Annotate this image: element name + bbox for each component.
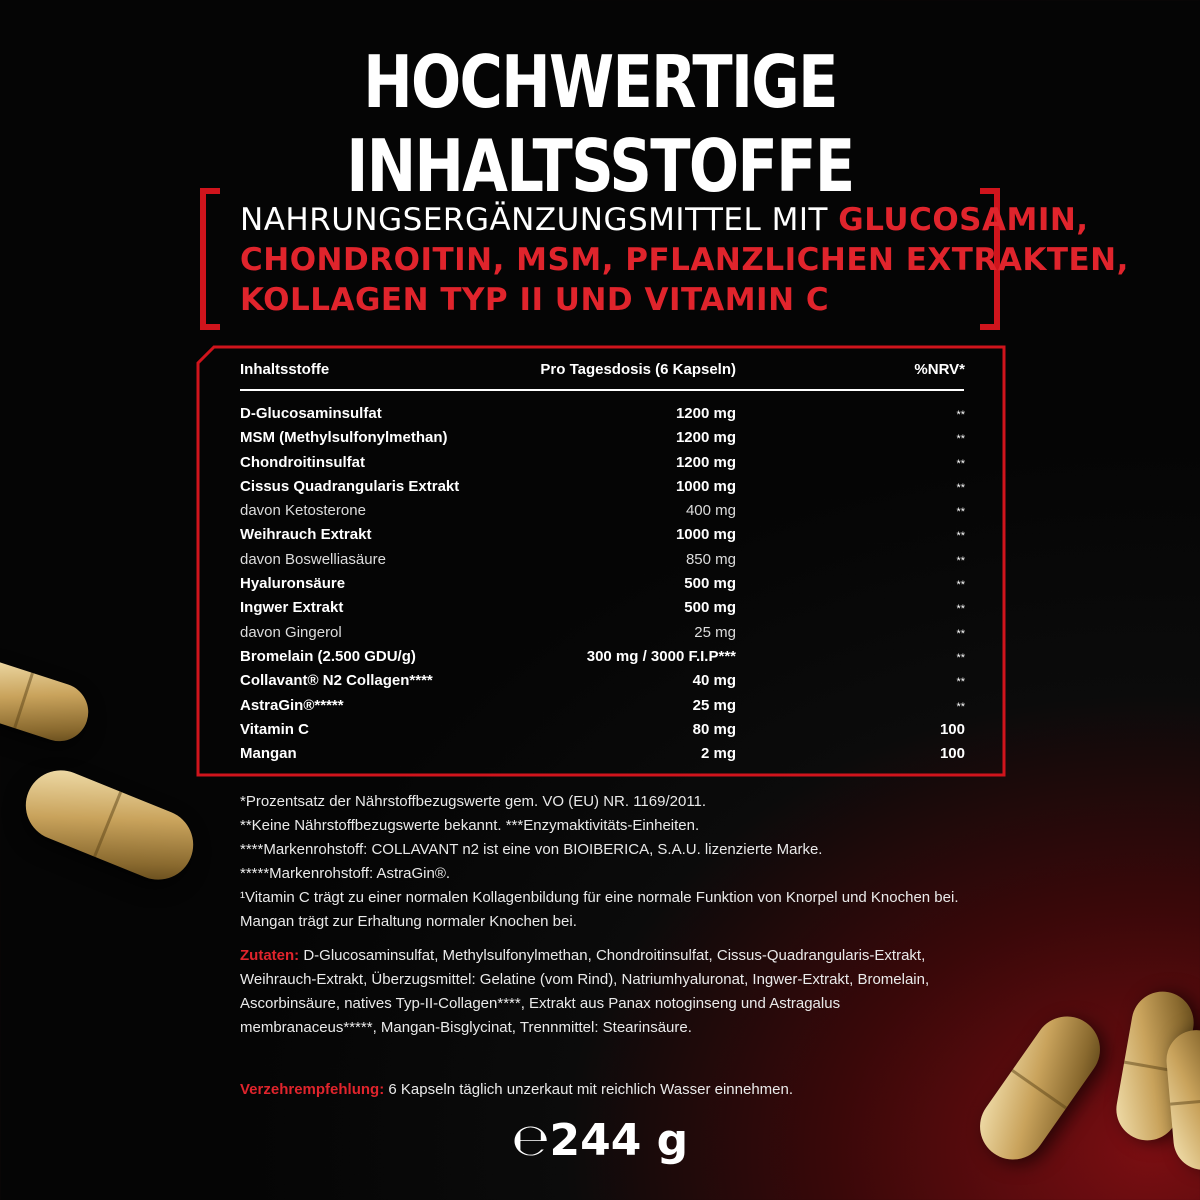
ingredient-amount: 25 mg (694, 623, 736, 641)
header-nrv: %NRV* (914, 361, 965, 378)
ingredient-nrv: ** (956, 676, 965, 689)
ingredient-amount: 1200 mg (675, 405, 736, 422)
capsule-image (15, 760, 203, 890)
ingredient-nrv: ** (956, 627, 965, 640)
ingredient-name: Vitamin C (240, 720, 309, 738)
ingredient-name: davon Boswelliasäure (240, 550, 386, 568)
table-row (240, 695, 965, 719)
ingredient-amount: 2 mg (700, 745, 736, 763)
footnotes (240, 790, 980, 934)
ingredient-name: Bromelain (2.500 GDU/g) (240, 647, 416, 665)
ingredient-nrv: ** (956, 506, 965, 519)
table-row (240, 573, 965, 597)
ingredient-nrv: ** (956, 481, 965, 494)
table-row (240, 524, 965, 548)
ingredient-nrv: 100 (939, 745, 965, 763)
left-bracket (200, 188, 220, 330)
ingredient-amount: 500 mg (684, 575, 736, 593)
ingredient-nrv: ** (956, 603, 965, 616)
ingredient-name: Mangan (240, 745, 297, 763)
ingredient-name: davon Gingerol (240, 623, 342, 641)
footnote: ****Markenrohstoff: COLLAVANT n2 ist eine von BIOIBERICA, S.A.U. lizenzierte Marke. (240, 841, 823, 858)
ingredient-nrv: ** (956, 433, 965, 446)
recommendation-text: 6 Kapseln täglich unzerkaut mit reichlich Wasser einnehmen. (384, 1081, 794, 1098)
table-row (240, 476, 965, 500)
ingredient-nrv: ** (956, 554, 965, 567)
table-row (240, 646, 965, 670)
ingredient-name: D-Glucosaminsulfat (240, 405, 382, 422)
header-name: Inhaltsstoffe (240, 361, 330, 378)
ingredient-amount: 40 mg (692, 672, 736, 690)
ingredient-amount: 850 mg (685, 550, 736, 568)
table-row (240, 597, 965, 621)
ingredient-name: Weihrauch Extrakt (240, 526, 372, 544)
ingredient-amount: 500 mg (684, 599, 736, 617)
recommendation-paragraph (240, 1078, 980, 1102)
ingredients-text: D-Glucosaminsulfat, Methylsulfonylmethan, Chondroitinsulfat, Cissus-Quadrangularis-Extrakt, Weihrauch-Extrakt, Überzugsmittel: Gelatine (vom Rind), Natriumhyaluronat, Ingwer-Extrakt, Bromelain, Ascorbinsäure, natives Typ-II-Collagen****, Extrakt aus Panax notoginseng und Astragalus membranaceus*****, Mangan-Bisglycinat, Trennmittel: Stearinsäure. (240, 947, 930, 1036)
footnote: **Keine Nährstoffbezugswerte bekannt. ***Enzymaktivitäts-Einheiten. (240, 817, 700, 834)
table-row (240, 670, 965, 694)
ingredient-nrv: ** (956, 579, 965, 592)
ingredients-label: Zutaten: (240, 947, 300, 964)
ingredient-name: davon Ketosterone (240, 502, 366, 520)
nutrition-table (196, 345, 1006, 777)
ingredient-nrv: ** (956, 700, 965, 713)
recommendation-label: Verzehrempfehlung: (240, 1081, 385, 1098)
ingredient-amount: 300 mg / 3000 F.I.P*** (586, 647, 736, 665)
table-row (240, 743, 965, 767)
footnote: *****Markenrohstoff: AstraGin®. (240, 865, 451, 882)
net-weight: ℮244 g (511, 1115, 689, 1166)
subtitle-highlight-2: CHONDROITIN, MSM, PFLANZLICHEN EXTRAKTEN, (240, 242, 1129, 278)
ingredient-amount: 25 mg (692, 696, 736, 714)
footnote: *Prozentsatz der Nährstoffbezugswerte gem. VO (EU) NR. 1169/2011. (240, 793, 707, 810)
table-row (240, 622, 965, 646)
subtitle-highlight-1: GLUCOSAMIN, (838, 202, 1089, 238)
footnote: ¹Vitamin C trägt zu einer normalen Kollagenbildung für eine normale Funktion von Knorpel und Knochen bei. Mangan trägt zur Erhaltung normaler Knochen bei. (240, 889, 959, 930)
ingredient-nrv: ** (956, 530, 965, 543)
header-divider (240, 389, 964, 391)
subtitle-plain: NAHRUNGSERGÄNZUNGSMITTEL MIT (240, 202, 839, 238)
header-amount: Pro Tagesdosis (6 Kapseln) (540, 361, 736, 378)
subtitle-highlight-3: KOLLAGEN TYP II UND VITAMIN C (240, 282, 830, 318)
table-body (240, 403, 965, 767)
table-row (240, 500, 965, 524)
ingredient-name: AstraGin®***** (240, 696, 344, 714)
ingredients-paragraph (240, 944, 980, 1040)
ingredient-nrv: ** (956, 651, 965, 664)
ingredient-name: Cissus Quadrangularis Extrakt (240, 477, 460, 495)
ingredient-amount: 1200 mg (675, 429, 736, 447)
product-subtitle (240, 200, 1129, 320)
ingredient-amount: 1200 mg (675, 453, 736, 471)
ingredient-nrv: 100 (939, 720, 965, 738)
ingredient-nrv: ** (956, 409, 965, 421)
ingredient-name: Ingwer Extrakt (240, 599, 344, 617)
table-row (240, 427, 965, 451)
table-row (240, 452, 965, 476)
page-title: HOCHWERTIGE INHALTSSTOFFE (346, 40, 854, 208)
table-row (240, 719, 965, 743)
ingredient-name: Hyaluronsäure (240, 575, 346, 593)
ingredient-name: Chondroitinsulfat (240, 453, 365, 471)
ingredient-amount: 1000 mg (675, 477, 736, 495)
table-row (240, 403, 965, 427)
capsule-image (0, 653, 96, 748)
table-row (240, 549, 965, 573)
ingredient-name: Collavant® N2 Collagen**** (240, 672, 433, 690)
ingredient-nrv: ** (956, 457, 965, 470)
ingredient-amount: 80 mg (692, 720, 736, 738)
ingredient-amount: 1000 mg (675, 526, 736, 544)
ingredient-amount: 400 mg (685, 502, 736, 520)
ingredient-name: MSM (Methylsulfonylmethan) (240, 429, 448, 447)
